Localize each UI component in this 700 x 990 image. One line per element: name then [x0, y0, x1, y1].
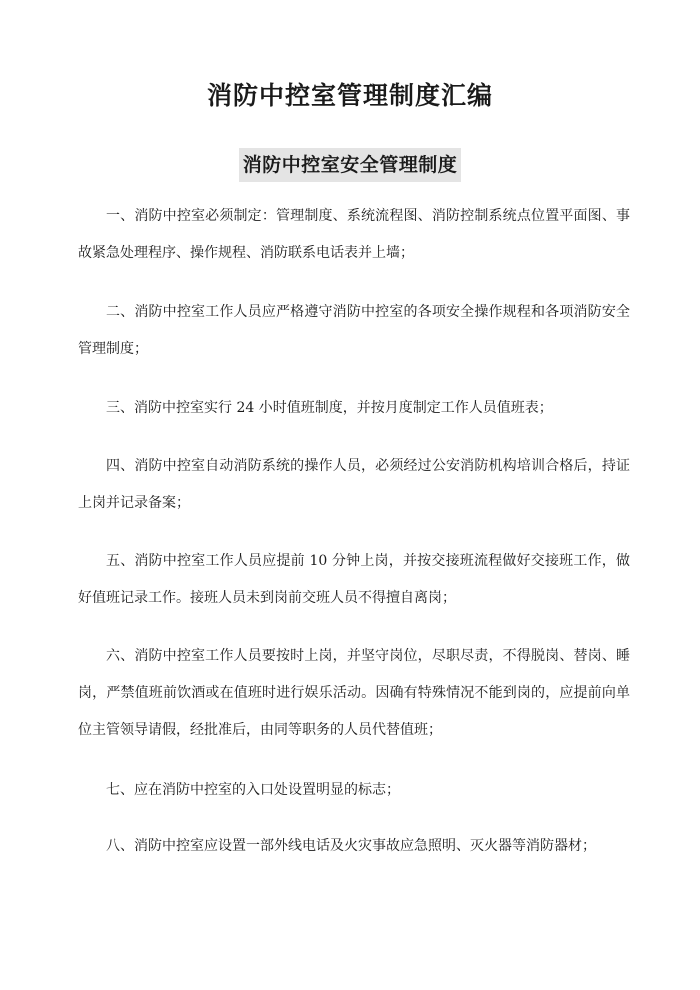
paragraph-7: 七、应在消防中控室的入口处设置明显的标志； [106, 782, 400, 798]
section-title: 消防中控室安全管理制度 [239, 148, 462, 182]
paragraph-8: 八、消防中控室应设置一部外线电话及火灾事故应急照明、灭火器等消防器材； [106, 838, 596, 854]
paragraph-1: 一、消防中控室必须制定：管理制度、系统流程图、消防控制系统点位置平面图、事故紧急处理程序、操作规程、消防联系电话表并上墙； [78, 208, 630, 261]
paragraph-6: 六、消防中控室工作人员要按时上岗，并坚守岗位，尽职尽责，不得脱岗、替岗、睡岗，严禁值班前饮酒或在值班时进行娱乐活动。因确有特殊情况不能到岗的，应提前向单位主管领导请假，经批准后，由同等职务的人员代替值班； [78, 648, 630, 738]
paragraph-2: 二、消防中控室工作人员应严格遵守消防中控室的各项安全操作规程和各项消防安全管理制度； [78, 304, 630, 357]
section-title-container [0, 148, 700, 182]
paragraph-3: 三、消防中控室实行 24 小时值班制度，并按月度制定工作人员值班表； [106, 400, 553, 416]
paragraph-4: 四、消防中控室自动消防系统的操作人员，必须经过公安消防机构培训合格后，持证上岗并记录备案； [78, 458, 630, 511]
paragraph-5: 五、消防中控室工作人员应提前 10 分钟上岗，并按交接班流程做好交接班工作，做好值班记录工作。接班人员未到岗前交班人员不得擅自离岗； [78, 553, 630, 606]
document-title: 消防中控室管理制度汇编 [206, 81, 493, 110]
